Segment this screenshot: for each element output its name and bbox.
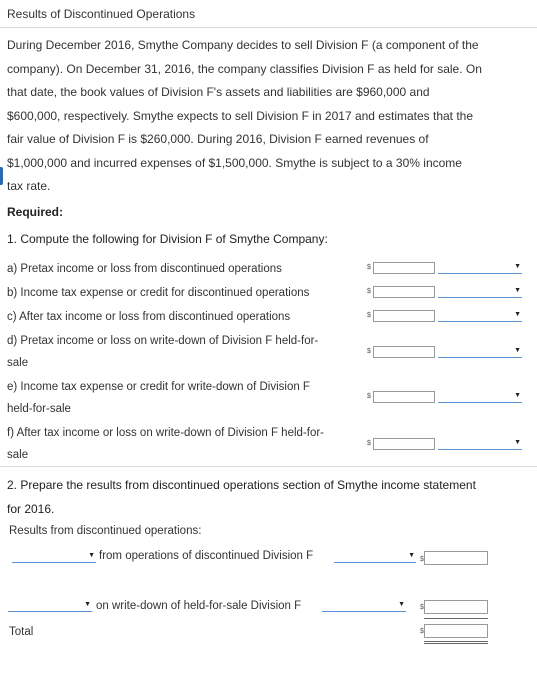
intro-line: that date, the book values of Division F's assets and liabilities are $960,000 and	[7, 85, 430, 99]
item-e-amount-input[interactable]	[373, 391, 435, 403]
item-f-amount-input[interactable]	[373, 438, 435, 450]
question-1: 1. Compute the following for Division F of Smythe Company:	[7, 232, 328, 246]
item-b-text: b) Income tax expense or credit for discontinued operations	[7, 287, 310, 299]
item-a-type-dropdown[interactable]	[438, 262, 522, 274]
currency-symbol: $	[367, 393, 371, 400]
scroll-indicator	[0, 167, 3, 185]
currency-symbol: $	[420, 604, 424, 611]
currency-symbol: $	[367, 312, 371, 319]
title-divider	[0, 27, 537, 28]
total-label: Total	[9, 626, 34, 638]
chevron-down-icon: ▼	[514, 392, 521, 399]
question-2	[7, 474, 527, 521]
question-2-line: for 2016.	[7, 501, 55, 516]
row2-amount-input[interactable]	[424, 600, 488, 614]
intro-line: company). On December 31, 2016, the company classifies Division F as held for sale. On	[7, 61, 482, 76]
currency-symbol: $	[367, 288, 371, 295]
item-d-amount-input[interactable]	[373, 346, 435, 358]
item-b-label	[7, 282, 352, 304]
row1-label: from operations of discontinued Division F	[99, 550, 314, 562]
total-double-underline	[424, 643, 488, 644]
item-d-text-cont: sale	[7, 357, 29, 369]
item-d-type-dropdown[interactable]	[438, 346, 522, 358]
item-b-type-dropdown[interactable]	[438, 286, 522, 298]
item-c-text: c) After tax income or loss from discontinued operations	[7, 311, 291, 323]
row2-label: on write-down of held-for-sale Division F	[96, 600, 302, 612]
section-divider	[0, 466, 537, 467]
question-2-line: 2. Prepare the results from discontinued operations section of Smythe income statement	[7, 478, 476, 492]
row1-result-dropdown[interactable]	[12, 551, 96, 563]
total-underline	[424, 641, 488, 642]
chevron-down-icon: ▼	[88, 552, 95, 559]
item-e-text: e) Income tax expense or credit for write-down of Division F	[7, 381, 310, 393]
item-d-text: d) Pretax income or loss on write-down of Division F held-for-	[7, 335, 319, 347]
currency-symbol: $	[420, 556, 424, 563]
item-f-text: f) After tax income or loss on write-down of Division F held-for-	[7, 427, 325, 439]
item-a-label	[7, 258, 352, 280]
page-title: Results of Discontinued Operations	[7, 7, 196, 21]
row2-type-dropdown[interactable]	[322, 600, 406, 612]
total-amount-input[interactable]	[424, 624, 488, 638]
chevron-down-icon: ▼	[398, 601, 405, 608]
item-a-amount-input[interactable]	[373, 262, 435, 274]
intro-line: During December 2016, Smythe Company decides to sell Division F (a component of the	[7, 38, 479, 52]
chevron-down-icon: ▼	[514, 311, 521, 318]
item-d-label	[7, 330, 352, 374]
currency-symbol: $	[367, 264, 371, 271]
currency-symbol: $	[367, 348, 371, 355]
row1-amount-input[interactable]	[424, 551, 488, 565]
chevron-down-icon: ▼	[408, 552, 415, 559]
item-e-label	[7, 376, 352, 420]
intro-line: $600,000, respectively. Smythe expects to sell Division F in 2017 and estimates that the	[7, 108, 474, 123]
item-f-text-cont: sale	[7, 449, 29, 461]
chevron-down-icon: ▼	[514, 347, 521, 354]
results-heading: Results from discontinued operations:	[9, 525, 202, 537]
item-c-amount-input[interactable]	[373, 310, 435, 322]
currency-symbol: $	[367, 440, 371, 447]
problem-description	[7, 34, 527, 199]
intro-line: fair value of Division F is $260,000. During 2016, Division F earned revenues of	[7, 132, 429, 146]
item-e-text-cont: held-for-sale	[7, 403, 71, 415]
item-a-text: a) Pretax income or loss from discontinued operations	[7, 263, 282, 275]
item-c-label	[7, 306, 352, 328]
chevron-down-icon: ▼	[514, 263, 521, 270]
subtotal-line	[424, 618, 488, 619]
chevron-down-icon: ▼	[84, 601, 91, 608]
row2-result-dropdown[interactable]	[8, 600, 92, 612]
chevron-down-icon: ▼	[514, 439, 521, 446]
intro-line: $1,000,000 and incurred expenses of $1,500,000. Smythe is subject to a 30% income	[7, 155, 462, 170]
item-b-amount-input[interactable]	[373, 286, 435, 298]
currency-symbol: $	[420, 628, 424, 635]
row1-type-dropdown[interactable]	[334, 551, 416, 563]
required-heading: Required:	[7, 205, 64, 219]
item-c-type-dropdown[interactable]	[438, 310, 522, 322]
intro-line: tax rate.	[7, 179, 51, 193]
item-f-type-dropdown[interactable]	[438, 438, 522, 450]
item-f-label	[7, 422, 352, 466]
chevron-down-icon: ▼	[514, 287, 521, 294]
item-e-type-dropdown[interactable]	[438, 391, 522, 403]
